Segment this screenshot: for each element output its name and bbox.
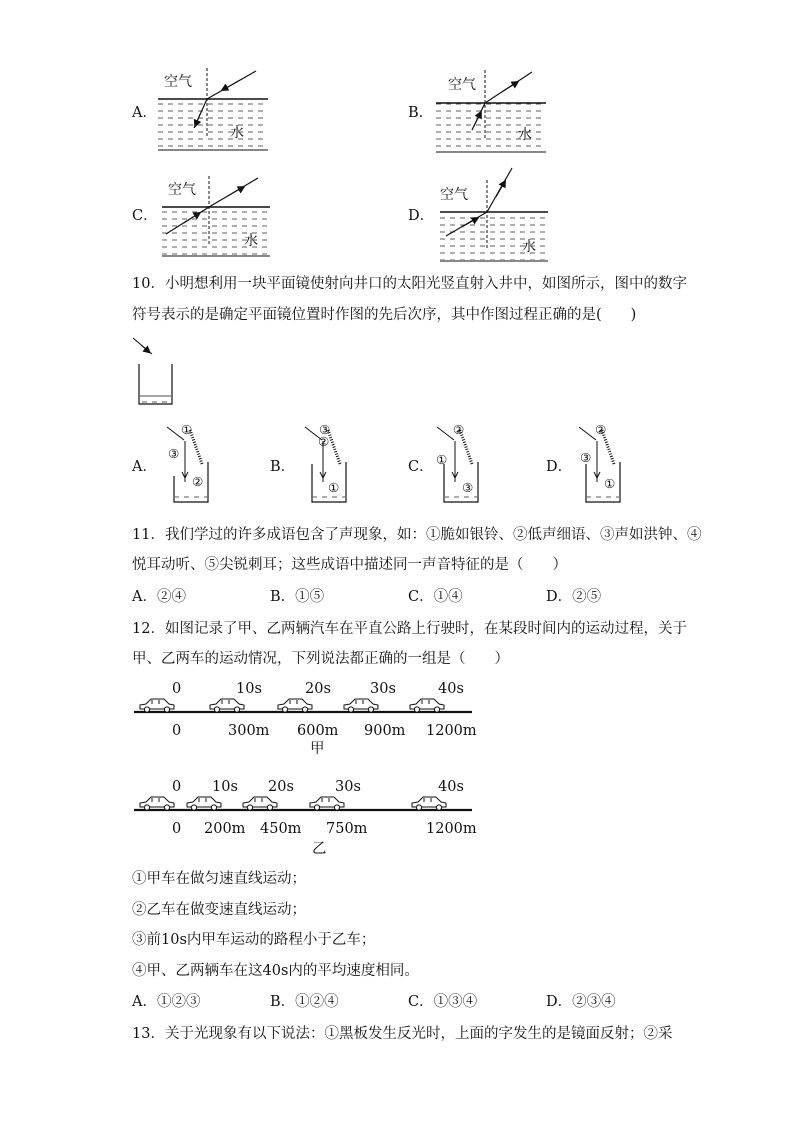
step-label-bottom: ②	[192, 474, 204, 489]
step-label-top: ①	[181, 422, 193, 437]
air-label: 空气	[168, 182, 196, 198]
step-label-side: ③	[580, 450, 592, 465]
car-icon	[138, 697, 176, 713]
car-yi-name: 乙	[312, 841, 327, 857]
q12-option-b[interactable]: B．①②④	[270, 994, 339, 1010]
distance-label: 200m	[204, 821, 246, 837]
road-diagram-jia	[132, 680, 477, 760]
q12-text-line1: 12．如图记录了甲、乙两辆汽车在平直公路上行驶时，在某段时间内的运动过程，关于	[132, 621, 687, 637]
step-label-top: ②	[595, 422, 607, 437]
car-icon	[276, 697, 314, 713]
time-label: 40s	[438, 681, 464, 697]
step-label-side: ①	[436, 452, 448, 467]
q9-option-b[interactable]: B．	[408, 105, 434, 121]
refraction-figure	[440, 166, 550, 264]
time-label: 30s	[335, 779, 361, 795]
q10-option-b[interactable]: B．	[270, 459, 296, 475]
q11-option-b[interactable]: B．①⑤	[270, 589, 325, 605]
distance-label: 1200m	[426, 821, 477, 837]
car-jia-name: 甲	[310, 741, 325, 757]
q12-statement-4: ④甲、乙两辆车在这40s内的平均速度相同。	[132, 963, 419, 979]
time-label: 0	[172, 681, 182, 697]
air-label: 空气	[448, 77, 476, 93]
q12-option-a[interactable]: A．①②③	[132, 994, 201, 1010]
q10-figure-b	[302, 424, 352, 504]
air-label: 空气	[164, 74, 192, 90]
q12-statement-3: ③前10s内甲车运动的路程小于乙车；	[132, 932, 376, 948]
time-label: 10s	[212, 779, 238, 795]
q10-figure-d	[576, 424, 626, 504]
time-label: 30s	[370, 681, 396, 697]
distance-label: 300m	[228, 723, 270, 739]
q12-text-line2: 甲、乙两车的运动情况，下列说法都正确的一组是（ ）	[132, 651, 509, 667]
q9-diagram-a	[158, 66, 268, 152]
distance-label: 0	[172, 821, 182, 837]
q10-option-a[interactable]: A．	[132, 459, 157, 475]
time-label: 20s	[305, 681, 331, 697]
time-label: 40s	[438, 779, 464, 795]
q10-text-line2: 符号表示的是确定平面镜位置时作图的先后次序，其中作图过程正确的是( )	[132, 307, 637, 323]
step-label-side: ③	[168, 446, 180, 461]
q12-option-d[interactable]: D．②③④	[546, 994, 616, 1010]
step-label-side: ②	[318, 434, 330, 449]
step-label-top: ②	[453, 422, 465, 437]
q10-option-d[interactable]: D．	[546, 459, 573, 475]
time-label: 20s	[268, 779, 294, 795]
step-label-bottom: ①	[604, 476, 616, 491]
q13-text-line1: 13．关于光现象有以下说法：①黑板发生反光时，上面的字发生的是镜面反射；②采	[132, 1026, 673, 1042]
q10-figure-a	[164, 424, 214, 504]
q9-diagram-c	[162, 174, 270, 260]
distance-label: 900m	[364, 723, 406, 739]
q11-option-d[interactable]: D．②⑤	[546, 589, 602, 605]
road-diagram-yi	[132, 778, 477, 860]
car-icon	[185, 795, 223, 811]
q11-text-line2: 悦耳动听、⑤尖锐刺耳；这些成语中描述同一声音特征的是（ ）	[132, 557, 567, 573]
time-label: 0	[172, 779, 182, 795]
q12-statement-1: ①甲车在做匀速直线运动；	[132, 871, 306, 887]
step-label-bottom: ①	[328, 480, 340, 495]
q11-option-c[interactable]: C．①④	[408, 589, 463, 605]
q9-option-a[interactable]: A．	[132, 105, 157, 121]
car-icon	[138, 795, 176, 811]
q11-option-a[interactable]: A．②④	[132, 589, 186, 605]
q10-well-figure	[132, 336, 178, 408]
q10-figure-c	[434, 424, 484, 504]
car-icon	[241, 795, 279, 811]
refraction-figure	[162, 174, 270, 260]
car-icon	[410, 795, 448, 811]
car-icon	[208, 697, 246, 713]
q10-option-c[interactable]: C．	[408, 459, 434, 475]
step-label-bottom: ③	[462, 480, 474, 495]
q9-diagram-b	[436, 66, 546, 154]
q9-option-c[interactable]: C．	[132, 208, 158, 224]
distance-label: 0	[172, 723, 182, 739]
q10-text-line1: 10．小明想利用一块平面镜使射向井口的太阳光竖直射入井中，如图所示，图中的数字	[132, 276, 687, 292]
q9-diagram-d	[440, 166, 550, 264]
distance-label: 750m	[326, 821, 368, 837]
air-label: 空气	[440, 187, 468, 203]
q11-text-line1: 11．我们学过的许多成语包含了声现象，如：①脆如银铃、②低声细语、③声如洪钟、④	[132, 527, 702, 543]
car-icon	[342, 697, 380, 713]
q12-option-c[interactable]: C．①③④	[408, 994, 478, 1010]
q12-statement-2: ②乙车在做变速直线运动；	[132, 902, 306, 918]
refraction-figure	[158, 66, 268, 152]
time-label: 10s	[236, 681, 262, 697]
step-label-top: ③	[319, 422, 331, 437]
distance-label: 600m	[297, 723, 339, 739]
refraction-figure	[436, 66, 546, 154]
distance-label: 450m	[260, 821, 302, 837]
car-icon	[308, 795, 346, 811]
car-icon	[408, 697, 446, 713]
q9-option-d[interactable]: D．	[408, 208, 435, 224]
distance-label: 1200m	[426, 723, 477, 739]
